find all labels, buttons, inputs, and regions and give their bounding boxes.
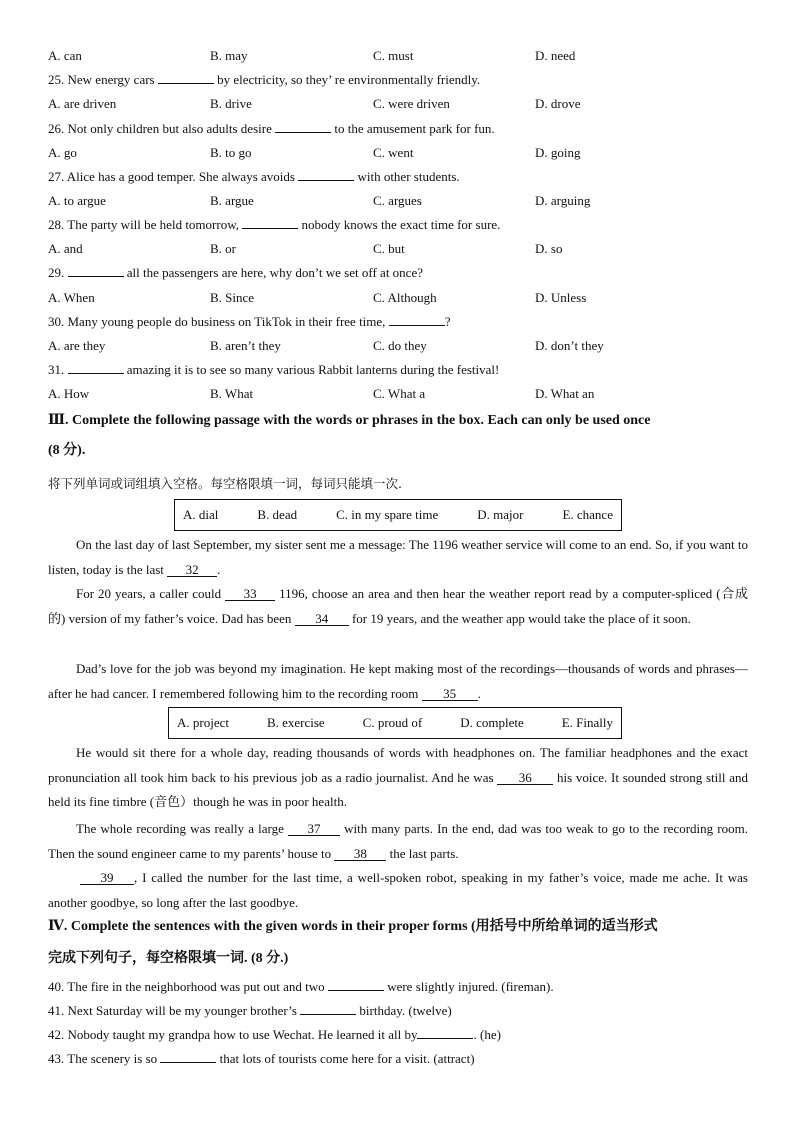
option: B. argue — [210, 193, 254, 208]
option: A. to argue — [48, 193, 106, 208]
question-43: 43. The scenery is so that lots of tourists come here for a visit. (attract) — [48, 1051, 475, 1066]
option: C. but — [373, 241, 405, 256]
option: D. arguing — [535, 193, 591, 208]
option: A. and — [48, 241, 83, 256]
passage-paragraph: On the last day of last September, my sister sent me a message: The 1196 weather service will come to an end. So, if you want to listen, today is the last 32 . — [48, 537, 748, 577]
option: A. go — [48, 145, 77, 160]
option: B. aren’t they — [210, 338, 281, 353]
question-42: 42. Nobody taught my grandpa how to use Wechat. He learned it all by . (he) — [48, 1027, 501, 1042]
option: D. drove — [535, 96, 581, 111]
passage-paragraph: 39 , I called the number for the last time, a well-spoken robot, speaking in my father’s voice, made me ache. It was another goodbye, so long after the last goodbye. — [48, 870, 748, 910]
question-31: 31. amazing it is to see so many various Rabbit lanterns during the festival! — [48, 362, 500, 377]
option: C. Although — [373, 290, 437, 305]
question-25: 25. New energy cars by electricity, so they’ re environmentally friendly. — [48, 72, 481, 87]
question-26: 26. Not only children but also adults desire to the amusement park for fun. — [48, 121, 495, 136]
passage-paragraph: He would sit there for a whole day, reading thousands of words with headphones on. The familiar headphones and the exact pronunciation all took him back to his previous job as a radio journalist. And he was 36 his voice. It sounded strong still and held its fine timbre (音色）though he was in poor health. — [48, 745, 749, 809]
option: D. need — [535, 48, 576, 63]
option: D. don’t they — [535, 338, 604, 353]
option: C. went — [373, 145, 414, 160]
option: D. going — [535, 145, 581, 160]
option: A. can — [48, 48, 82, 63]
question-30: 30. Many young people do business on TikTok in their free time, ? — [48, 314, 451, 329]
option: B. drive — [210, 96, 252, 111]
option: C. argues — [373, 193, 422, 208]
passage-paragraph: Dad’s love for the job was beyond my imagination. He kept making most of the recordings—thousands of words and phrases—after he had cancer. I remembered following him to the recording room 35 . — [48, 661, 748, 701]
question-27: 27. Alice has a good temper. She always avoids with other students. — [48, 169, 460, 184]
option: B. What — [210, 386, 254, 401]
option: C. must — [373, 48, 414, 63]
option: B. may — [210, 48, 248, 63]
option: D. so — [535, 241, 563, 256]
question-40: 40. The fire in the neighborhood was put out and two were slightly injured. (fireman). — [48, 979, 554, 994]
option: B. or — [210, 241, 236, 256]
passage-paragraph: For 20 years, a caller could 33 1196, choose an area and then hear the weather report read by a computer-spliced (合成的) version of my father’s voice. Dad has been 34 for 19 years, and the weather app would take the place of it soon. — [48, 586, 748, 626]
passage-paragraph: The whole recording was really a large 37 with many parts. In the end, dad was too weak to go to the recording room. Then the sound engineer came to my parents’ house to 38 the last parts. — [48, 821, 748, 861]
section-3-heading: Ⅲ. Complete the following passage with the words or phrases in the box. Each can only be used once (8 分). — [48, 413, 651, 458]
option: A. are they — [48, 338, 106, 353]
word-box-1: A. dial B. dead C. in my spare time D. major E. chance — [174, 499, 622, 531]
option: B. Since — [210, 290, 255, 305]
option: C. were driven — [373, 96, 450, 111]
option: C. What a — [373, 386, 426, 401]
option: C. do they — [373, 338, 427, 353]
option: B. to go — [210, 145, 252, 160]
section-3-instruction: 将下列单词或词组填入空格。每空格限填一词，每词只能填一次. — [48, 476, 402, 491]
option: D. What an — [535, 386, 595, 401]
option: A. When — [48, 290, 95, 305]
option: A. are driven — [48, 96, 117, 111]
option: A. How — [48, 386, 90, 401]
question-28: 28. The party will be held tomorrow, nobody knows the exact time for sure. — [48, 217, 501, 232]
option: D. Unless — [535, 290, 587, 305]
question-29: 29. all the passengers are here, why don’t we set off at once? — [48, 265, 423, 280]
section-4-heading: Ⅳ. Complete the sentences with the given words in their proper forms (用括号中所给单词的适当形式 完成下列句子，每空格限填一词. (8 分.) — [48, 919, 658, 966]
word-box-2: A. project B. exercise C. proud of D. complete E. Finally — [168, 707, 622, 739]
question-41: 41. Next Saturday will be my younger brother’s birthday. (twelve) — [48, 1003, 452, 1018]
